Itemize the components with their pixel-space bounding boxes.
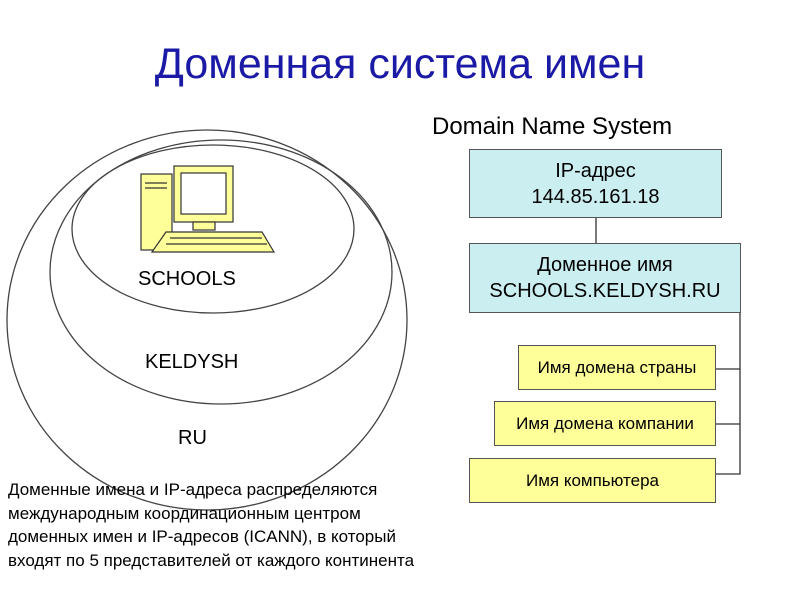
computer-icon	[141, 166, 274, 252]
ip-box-label: IP-адрес	[555, 159, 636, 182]
ip-box-value: 144.85.161.18	[531, 185, 660, 208]
ring-label-keldysh: KELDYSH	[145, 351, 239, 373]
ring-label-ru: RU	[178, 427, 207, 449]
domain-box-value: SCHOOLS.KELDYSH.RU	[489, 280, 721, 302]
note-line: входят по 5 представителей от каждого континента	[8, 550, 415, 570]
icann-note	[8, 478, 488, 572]
page-title: Доменная система имен	[154, 40, 646, 88]
domain-name-box	[469, 243, 741, 313]
domain-box-label: Доменное имя	[537, 254, 673, 276]
subtitle: Domain Name System	[432, 113, 673, 140]
note-line: Доменные имена и IP-адреса распределяются	[8, 480, 378, 499]
ring-label-schools: SCHOOLS	[138, 268, 236, 290]
computer-name-box: Имя компьютера	[469, 458, 716, 503]
company-domain-box: Имя домена компании	[494, 401, 716, 446]
note-line: доменных имен и IP-адресов (ICANN), в который	[8, 527, 396, 546]
ip-address-box	[469, 149, 722, 218]
country-domain-box: Имя домена страны	[518, 345, 716, 390]
note-line: международным координационным центром	[8, 503, 361, 523]
